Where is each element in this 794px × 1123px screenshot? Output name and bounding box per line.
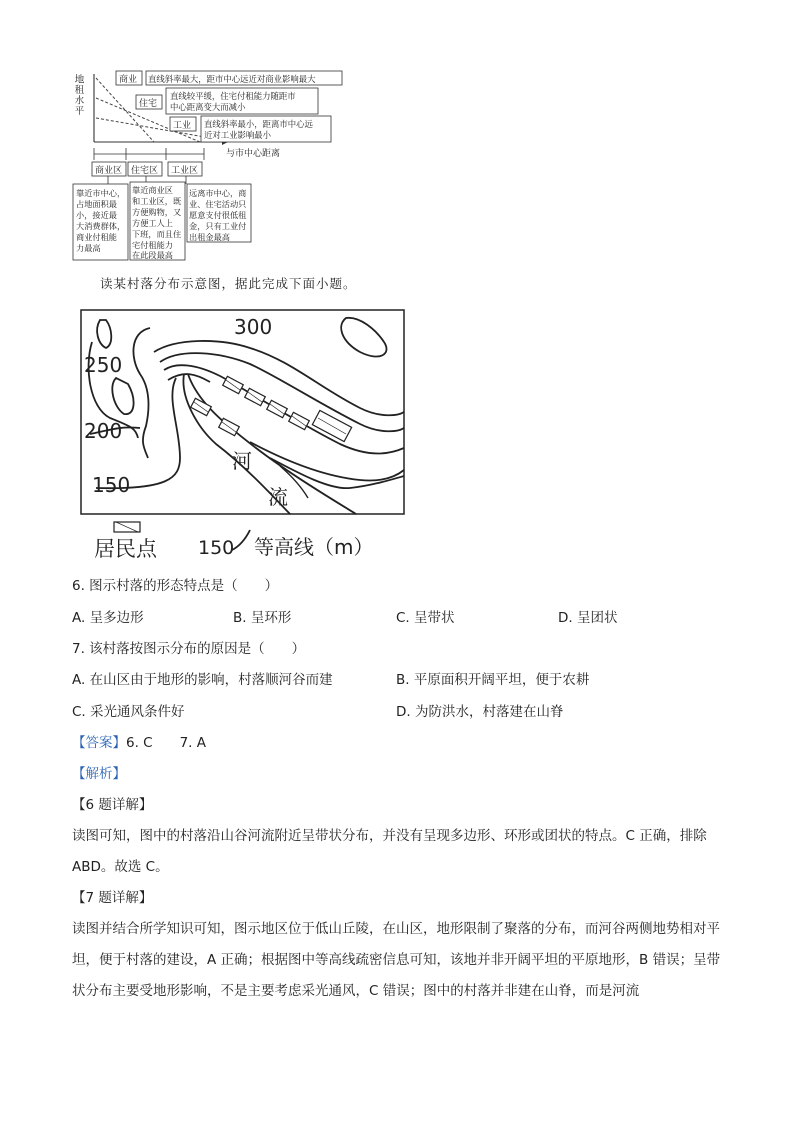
river-label-2: 流 <box>268 485 288 509</box>
q7-stem: 7. 该村落按图示分布的原因是（ ） <box>72 641 306 657</box>
zone-note-commerce: 靠近市中心， 占地面积最 小，接近最 大消费群体， 商业付租能 力最高 <box>76 188 126 253</box>
line-note-residential-2: 中心距离变大而减小 <box>170 102 246 112</box>
legend-contour-symbol <box>232 530 250 550</box>
zone-commerce: 商业区 <box>95 166 123 176</box>
q7-option-c: C. 采光通风条件好 <box>72 704 185 720</box>
detail-7-title: 【7 题详解】 <box>72 890 153 906</box>
rent-diagram <box>70 62 360 262</box>
q6-stem: 6. 图示村落的形态特点是（ ） <box>72 578 279 594</box>
zone-note-industry: 远离市中心，商 业、住宅活动只 愿意支付很低租 金，只有工业付 出租金最高 <box>189 188 247 242</box>
legend-contour-label: 等高线（m） <box>254 535 374 559</box>
line-label-residential: 住宅 <box>139 99 158 109</box>
detail-6-title: 【6 题详解】 <box>72 797 153 813</box>
q6-option-a: A. 呈多边形 <box>72 610 144 626</box>
intro-text: 读某村落分布示意图，据此完成下面小题。 <box>100 276 357 291</box>
legend-settlement-label: 居民点 <box>94 537 157 561</box>
legend-contour-value: 150 <box>198 537 235 559</box>
line-label-commerce: 商业 <box>119 75 138 85</box>
answer-text: 6. C 7. A <box>126 735 207 751</box>
zone-residential: 住宅区 <box>131 166 159 176</box>
q7-option-a: A. 在山区由于地形的影响，村落顺河谷而建 <box>72 672 333 688</box>
q7-option-d: D. 为防洪水，村落建在山脊 <box>396 704 564 720</box>
line-label-industry: 工业 <box>173 121 192 131</box>
village-map <box>80 308 410 564</box>
detail-6-text: 读图可知，图中的村落沿山谷河流附近呈带状分布，并没有呈现多边形、环形或团状的特点。C 正确，排除 ABD。故选 C。 <box>72 828 707 875</box>
zone-note-residential: 靠近商业区 和工业区，既 方便购物，又 方便工人上 下班，而且住 宅付租能力 在此段最高 <box>132 185 182 260</box>
detail-7-text: 读图并结合所学知识可知，图示地区位于低山丘陵，在山区，地形限制了聚落的分布，而河谷两侧地势相对平坦，便于村落的建设，A 正确；根据图中等高线疏密信息可知，该地并非开阔平坦的平原地形，B 错误；呈带状分布主要受地形影响，不是主要考虑采光通风，C 错误；图中的村落并非建在山脊，而是河流 <box>72 921 721 999</box>
line-note-industry-2: 近对工业影响最小 <box>204 130 271 140</box>
analysis-label: 【解析】 <box>72 766 126 782</box>
river-label-1: 河 <box>232 449 252 473</box>
answer-line <box>72 733 206 753</box>
contour-label-250: 250 <box>84 353 123 377</box>
q6-option-d: D. 呈团状 <box>558 610 618 626</box>
x-axis-label: 与市中心距离 <box>226 149 281 159</box>
line-note-industry-1: 直线斜率最小，距离市中心远 <box>204 119 313 129</box>
q7-option-b: B. 平原面积开阔平坦，便于农耕 <box>396 672 590 688</box>
contour-label-300: 300 <box>234 315 273 339</box>
line-note-commerce: 直线斜率最大，距市中心远近对商业影响最大 <box>148 74 316 84</box>
contour-label-200: 200 <box>84 419 123 443</box>
zone-industry: 工业区 <box>171 166 199 176</box>
q6-option-b: B. 呈环形 <box>233 610 292 626</box>
answer-label: 【答案】 <box>72 735 126 751</box>
line-note-residential-1: 直线较平缓，住宅付租能力随距市 <box>170 91 296 101</box>
y-axis-label: 地租水平 <box>72 74 84 116</box>
contour-label-150: 150 <box>92 473 131 497</box>
q6-option-c: C. 呈带状 <box>396 610 455 626</box>
